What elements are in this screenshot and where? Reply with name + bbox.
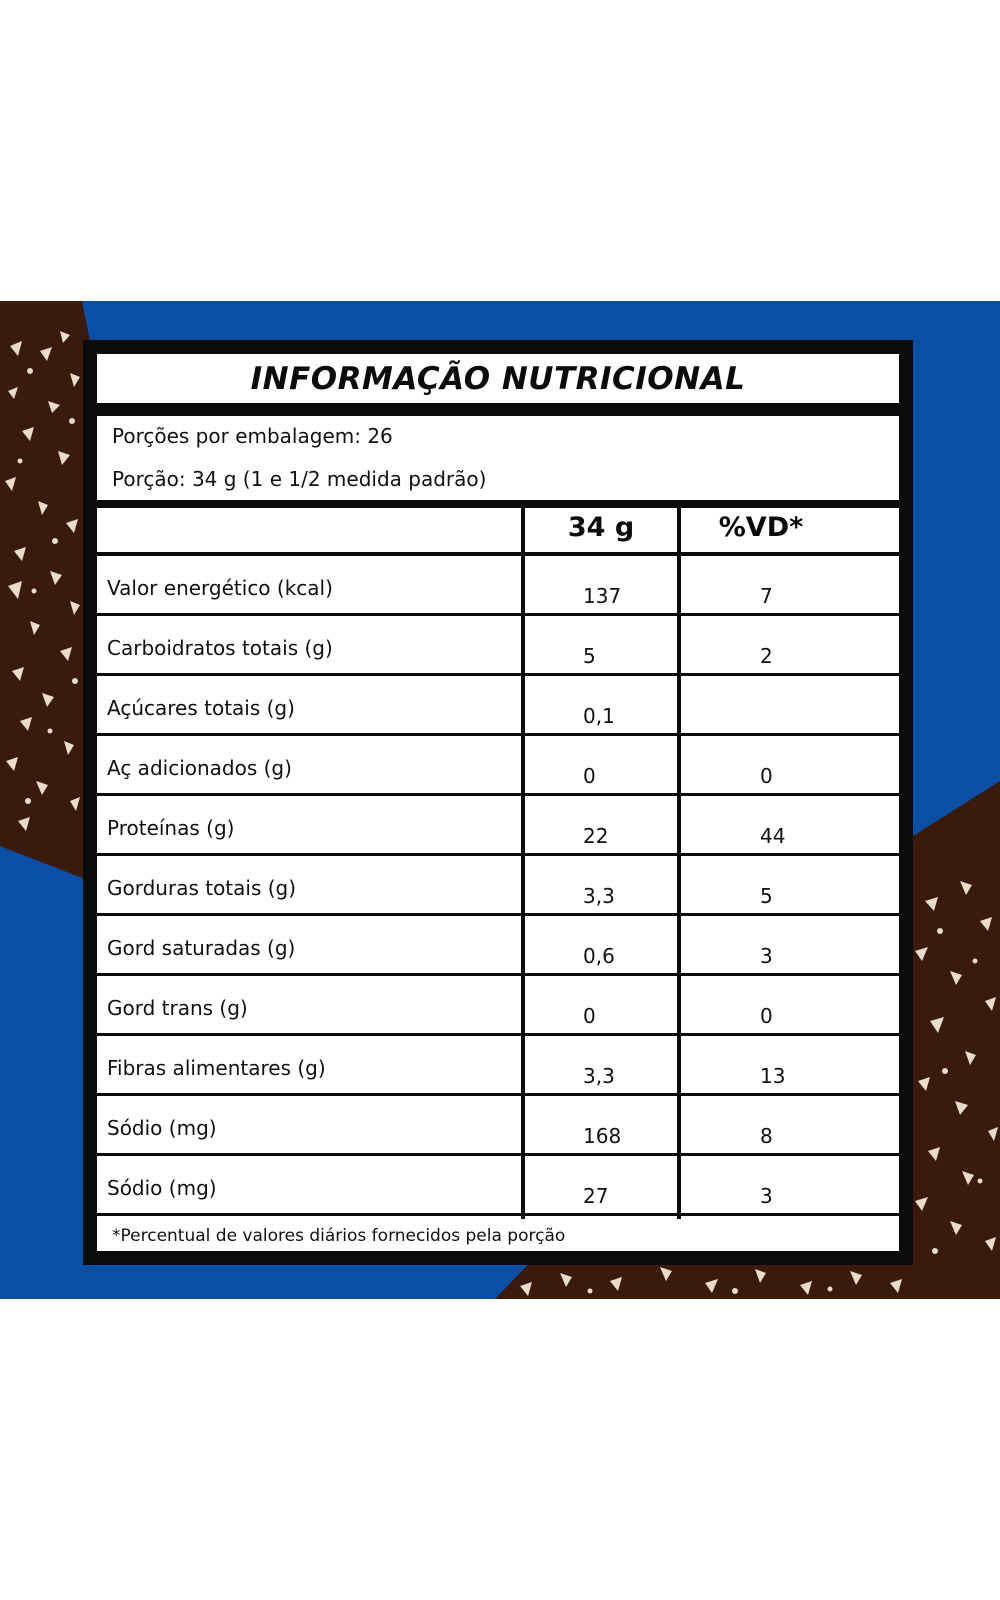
row-divider [97, 1213, 899, 1216]
nutrient-label: Sódio (mg) [107, 1116, 217, 1140]
nutrient-daily-value: 3 [760, 944, 773, 968]
nutrient-amount: 0 [583, 1004, 596, 1028]
header-amount: 34 g [567, 512, 635, 543]
table-row [97, 736, 899, 793]
table-row [97, 1036, 899, 1093]
nutrient-amount: 0,1 [583, 704, 615, 728]
nutrient-amount: 168 [583, 1124, 622, 1148]
serving-info [97, 416, 899, 500]
chocolate-shape-right-strip [905, 781, 1000, 1299]
table-row [97, 676, 899, 733]
nutrient-label: Fibras alimentares (g) [107, 1056, 326, 1080]
nutrient-daily-value: 7 [760, 584, 773, 608]
table-row [97, 976, 899, 1033]
nutrition-title: INFORMAÇÃO NUTRICIONAL [250, 360, 746, 397]
nutrient-label: Sódio (mg) [107, 1176, 217, 1200]
nutrient-label: Carboidratos totais (g) [107, 636, 333, 660]
daily-value-footnote: *Percentual de valores diários fornecidos pela porção [112, 1226, 566, 1246]
nutrient-daily-value: 5 [760, 884, 773, 908]
nutrient-amount: 0 [583, 764, 596, 788]
nutrient-amount: 5 [583, 644, 596, 668]
nutrition-facts-table [97, 354, 899, 1251]
table-header-row [97, 508, 899, 552]
nutrient-daily-value: 0 [760, 1004, 773, 1028]
nutrient-label: Gord saturadas (g) [107, 936, 296, 960]
table-row [97, 1096, 899, 1153]
nutrient-amount: 3,3 [583, 884, 615, 908]
nutrient-daily-value: 2 [760, 644, 773, 668]
nutrient-label: Valor energético (kcal) [107, 576, 333, 600]
nutrient-amount: 0,6 [583, 944, 615, 968]
serving-divider [97, 500, 899, 508]
table-row [97, 616, 899, 673]
portions-per-package: Porções por embalagem: 26 [112, 424, 393, 448]
nutrient-daily-value: 8 [760, 1124, 773, 1148]
table-row [97, 1156, 899, 1213]
nutrient-label: Proteínas (g) [107, 816, 235, 840]
nutrient-label: Aç adicionados (g) [107, 756, 292, 780]
nutrient-label: Açúcares totais (g) [107, 696, 295, 720]
nutrient-amount: 27 [583, 1184, 609, 1208]
header-daily-value: %VD* [718, 512, 804, 543]
nutrition-panel-frame [83, 340, 913, 1265]
table-row [97, 916, 899, 973]
nutrient-amount: 3,3 [583, 1064, 615, 1088]
table-row [97, 856, 899, 913]
nutrient-daily-value: 0 [760, 764, 773, 788]
nutrient-amount: 22 [583, 824, 609, 848]
title-divider [97, 403, 899, 416]
nutrient-daily-value: 13 [760, 1064, 786, 1088]
nutrient-daily-value: 3 [760, 1184, 773, 1208]
table-row [97, 556, 899, 613]
portion-size: Porção: 34 g (1 e 1/2 medida padrão) [112, 467, 487, 491]
nutrient-daily-value: 44 [760, 824, 786, 848]
nutrient-label: Gord trans (g) [107, 996, 248, 1020]
product-banner [0, 301, 1000, 1299]
table-row [97, 796, 899, 853]
nutrient-amount: 137 [583, 584, 622, 608]
nutrient-label: Gorduras totais (g) [107, 876, 297, 900]
